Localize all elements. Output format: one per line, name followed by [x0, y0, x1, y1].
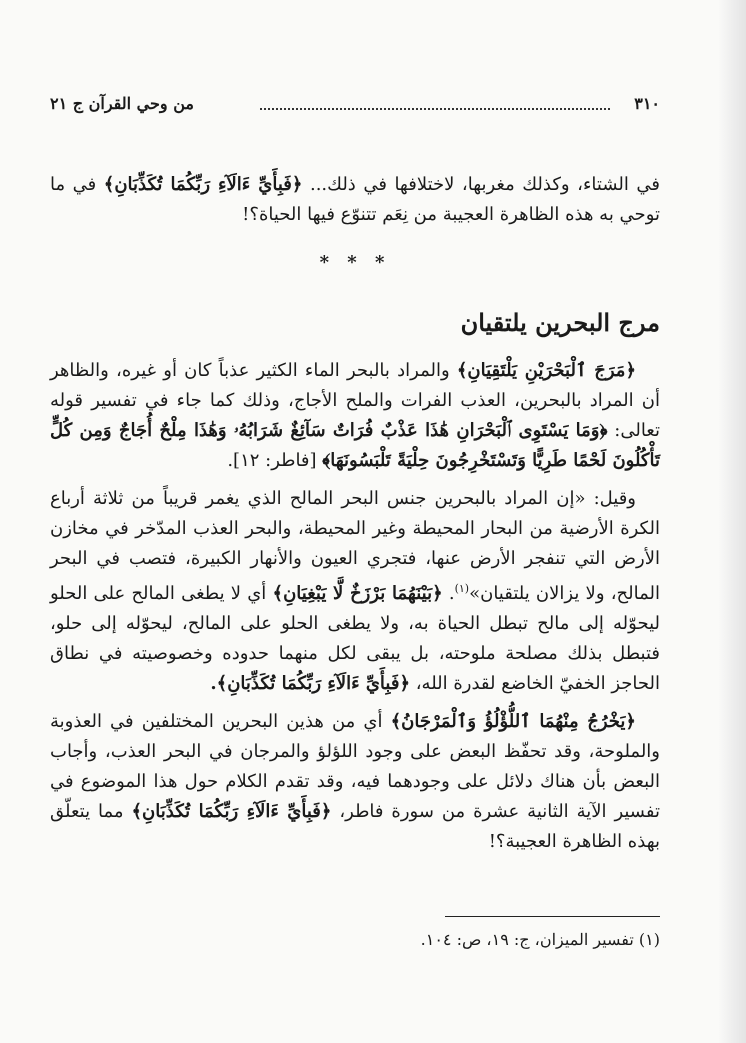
- paragraph-text: مما يتعلّق بهذه الظاهرة العجيبة؟!: [50, 801, 660, 852]
- quran-verse: ﴿فَبِأَيِّ ءَالَآءِ رَبِّكُمَا تُكَذِّبَانِ﴾.: [210, 673, 410, 694]
- page-number: ٣١٠: [634, 94, 660, 113]
- header-dot-leader: [260, 108, 610, 110]
- paragraph-3: [50, 707, 660, 857]
- section-heading: مرج البحرين يلتقيان: [460, 308, 660, 337]
- quran-verse: ﴿بَيْنَهُمَا بَرْزَخٌ لَّا يَبْغِيَانِ﴾: [272, 583, 443, 604]
- intro-paragraph: [50, 170, 660, 230]
- paragraph-text: أي من هذين البحرين المختلفين في العذوبة والملوحة، وقد تحفّظ البعض على وجود اللؤلؤ والمرجان في البحر العذب، وأجاب البعض بأن هناك دلائل على وجودهما فيه، وقد تقدم الكلام حول هذا الموضوع في تفسير الآية الثانية عشرة من سورة فاطر،: [50, 711, 660, 822]
- paragraph-text: وقيل: «إن المراد بالبحرين جنس البحر المالح الذي يغمر قريباً من ثلاثة أرباع الكرة الأرضية من البحار المحيطة وغير المحيطة، والبحر العذب المدّخر في مخازن الأرض التي تنفجر الأرض عنها، فتجري العيون والأنهار الكبيرة، فتصب في البحر المالح، ولا يزالان يلتقيان»: [50, 488, 660, 604]
- running-header: [50, 94, 660, 122]
- running-title: من وحي القرآن ج ٢١: [50, 94, 194, 113]
- footnote-rule: [445, 916, 660, 917]
- page-body: [50, 170, 660, 865]
- page-edge-shadow: [718, 0, 746, 1043]
- quran-verse: ﴿فَبِأَيِّ ءَالَآءِ رَبِّكُمَا تُكَذِّبَانِ﴾: [131, 801, 332, 822]
- footnote: (١) تفسير الميزان، ج: ١٩، ص: ١٠٤.: [420, 930, 660, 949]
- quran-verse: ﴿فَبِأَيِّ ءَالَآءِ رَبِّكُمَا تُكَذِّبَانِ﴾: [103, 174, 303, 195]
- paragraph-text: والمراد بالبحر الماء الكثير عذباً كان أو غيره، والظاهر أن المراد بالبحرين، العذب الفرات والملح الأجاج، وذلك كما جاء في تفسير قوله تعالى:: [50, 360, 660, 441]
- footnote-reference[interactable]: (١): [454, 582, 470, 595]
- paragraph-2: وقيل: «إن المراد بالبحرين جنس البحر المالح الذي يغمر قريباً من ثلاثة أرباع الكرة الأرضية من البحار المحيطة وغير المحيطة، والبحر العذب المدّخر في مخازن الأرض التي تنفجر الأرض عنها، فتجري العيون والأنهار الكبيرة، فتصب في البحر المالح، ولا يزالان يلتقيان»$^{(١)}$. ﴿بَيْنَهُمَا بَرْزَخٌ لَّا يَبْغِيَانِ﴾ أي لا يطغى المالح على الحلو ليحوّله إلى مالح تبطل الحياة به، ولا يطغى الحلو على المالح، ليحوّله إلى حلو، فتبطل بذلك مصلحة ملوحته، بل يبقى لكل منهما حدوده وخصوصيته في نطاق الحاجز الخفيّ الخاضع لقدرة الله، ﴿فَبِأَيِّ ءَالَآءِ رَبِّكُمَا تُكَذِّبَانِ﴾.: [50, 488, 660, 694]
- verse-citation: [فاطر: ١٢].: [227, 450, 317, 471]
- section-separator: * * *: [319, 252, 391, 273]
- intro-text-b: في ما توحي به هذه الظاهرة العجيبة من نِعَم تتنوّع فيها الحياة؟!: [50, 174, 660, 225]
- paragraph-1: [50, 356, 660, 476]
- quran-verse: ﴿مَرَجَ ٱلْبَحْرَيْنِ يَلْتَقِيَانِ﴾: [456, 360, 636, 381]
- quran-verse: ﴿وَمَا يَسْتَوِى ٱلْبَحْرَانِ هَٰذَا عَذْبٌ فُرَاتٌ سَآئِغٌ شَرَابُهُۥ وَهَٰذَا مِلْحٌ أُجَاجٌ وَمِن كُلٍّ تَأْكُلُونَ لَحْمًا طَرِيًّا وَتَسْتَخْرِجُونَ حِلْيَةً تَلْبَسُونَهَا﴾: [50, 420, 660, 471]
- intro-text-a: في الشتاء، وكذلك مغربها، لاختلافها في ذلك...: [309, 174, 660, 195]
- paragraph-text: أي لا يطغى المالح على الحلو ليحوّله إلى مالح تبطل الحياة به، ولا يطغى الحلو على المالح، ليحوّله إلى حلو، فتبطل بذلك مصلحة ملوحته، بل يبقى لكل منهما حدوده وخصوصيته في نطاق الحاجز الخفيّ الخاضع لقدرة الله،: [50, 583, 660, 694]
- quran-verse: ﴿يَخْرُجُ مِنْهُمَا ٱللُّؤْلُؤُ وَٱلْمَرْجَانُ﴾: [390, 711, 636, 732]
